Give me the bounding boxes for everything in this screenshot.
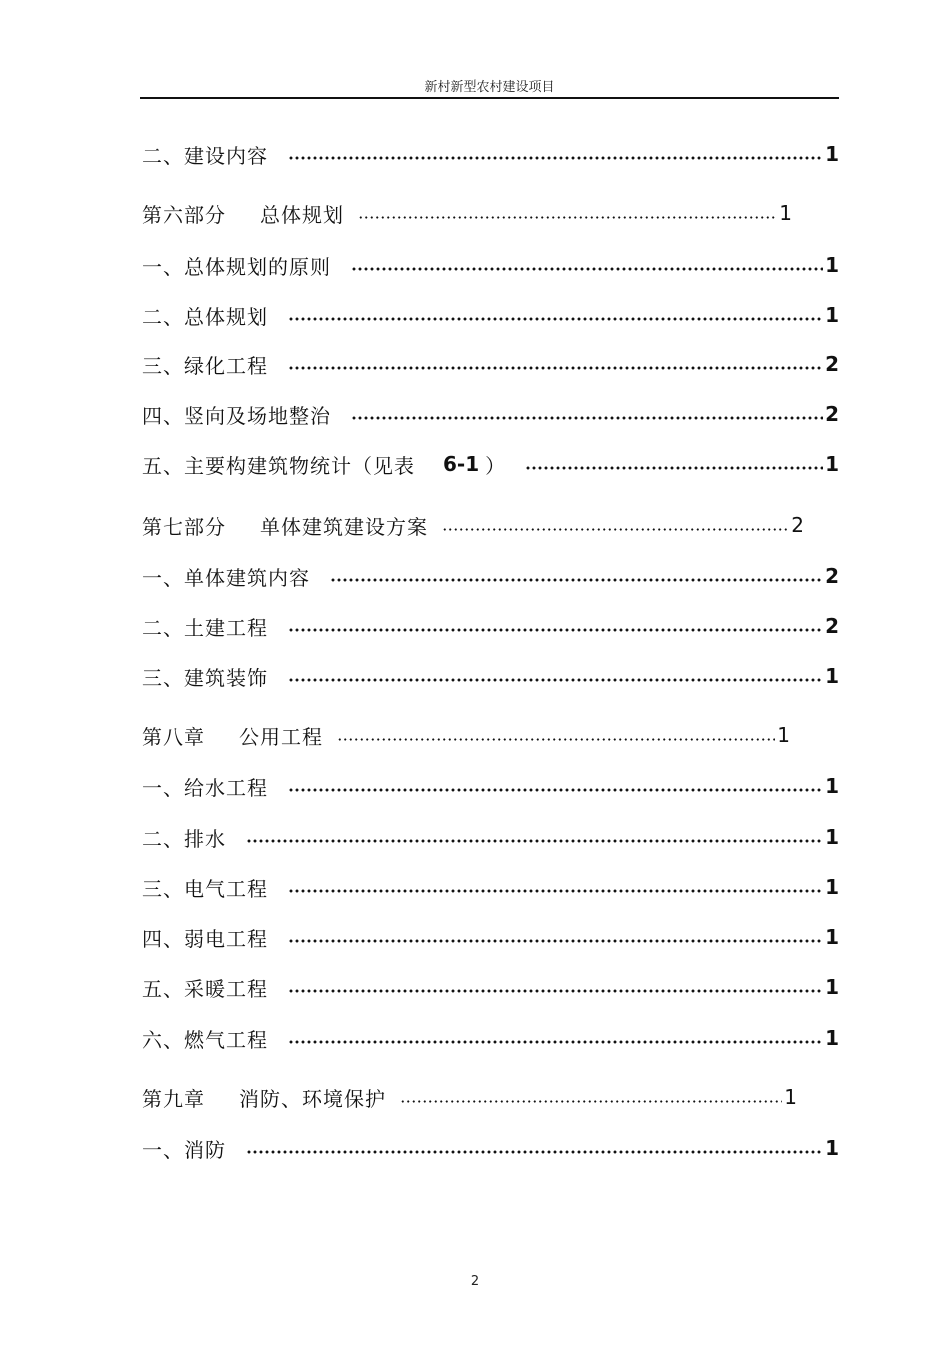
toc-page-number: 2 — [825, 402, 839, 426]
toc-entry-label: 三、建筑装饰 — [142, 665, 268, 690]
dot-leader — [288, 1040, 823, 1044]
toc-page-number: 1 — [779, 201, 792, 225]
toc-page-number: 1 — [825, 253, 839, 277]
toc-entry-label: 一、总体规划的原则 — [142, 254, 331, 279]
dot-leader — [246, 839, 823, 843]
dot-leader — [288, 989, 823, 993]
toc-close-paren: ） — [485, 453, 506, 478]
toc-page-number: 2 — [825, 614, 839, 638]
toc-chapter-entry[interactable] — [142, 720, 790, 750]
toc-table-ref: 6-1 — [443, 452, 480, 476]
dot-leader — [442, 528, 789, 531]
dot-leader — [358, 216, 777, 219]
toc-entry-label: 六、燃气工程 — [142, 1027, 268, 1052]
toc-page-number: 1 — [825, 975, 839, 999]
toc-page-number: 1 — [784, 1085, 797, 1109]
toc-page-number: 1 — [825, 774, 839, 798]
toc-chapter-title: 公用工程 — [239, 724, 323, 749]
dot-leader — [337, 738, 775, 741]
toc-chapter-entry[interactable] — [142, 1082, 797, 1112]
dot-leader — [400, 1100, 782, 1103]
toc-section-entry[interactable] — [142, 1023, 839, 1053]
toc-entry-label: 第七部分 — [142, 514, 226, 539]
toc-chapter-title: 消防、环境保护 — [239, 1086, 386, 1111]
toc-section-entry[interactable] — [142, 922, 839, 952]
dot-leader — [525, 466, 823, 470]
dot-leader — [351, 416, 823, 420]
toc-chapter-title: 单体建筑建设方案 — [260, 514, 428, 539]
toc-entry-label: 一、单体建筑内容 — [142, 565, 310, 590]
toc-entry-label: 二、建设内容 — [142, 143, 268, 168]
dot-leader — [288, 678, 823, 682]
dot-leader — [288, 156, 823, 160]
toc-page-number: 1 — [777, 723, 790, 747]
toc-section-entry[interactable] — [142, 349, 839, 379]
running-header: 新村新型农村建设项目 — [424, 80, 555, 95]
toc-page-number: 1 — [825, 303, 839, 327]
toc-page-number: 1 — [825, 142, 839, 166]
toc-entry-label: 一、给水工程 — [142, 775, 268, 800]
dot-leader — [246, 1150, 823, 1154]
toc-entry-label: 二、排水 — [142, 826, 226, 851]
toc-page-number: 1 — [825, 1136, 839, 1160]
toc-entry-label: 一、消防 — [142, 1137, 226, 1162]
toc-page-number: 1 — [825, 825, 839, 849]
toc-chapter-title: 总体规划 — [260, 202, 344, 227]
dot-leader — [288, 788, 823, 792]
toc-entry-label: 二、土建工程 — [142, 615, 268, 640]
header-rule — [140, 97, 839, 99]
toc-page-number: 2 — [825, 564, 839, 588]
dot-leader — [288, 366, 823, 370]
toc-section-entry[interactable] — [142, 561, 839, 591]
toc-entry-label: 三、电气工程 — [142, 876, 268, 901]
toc-section-entry[interactable] — [142, 300, 839, 330]
toc-section-entry[interactable] — [142, 250, 839, 280]
toc-section-entry[interactable] — [142, 661, 839, 691]
dot-leader — [288, 889, 823, 893]
toc-entry-label: 第九章 — [142, 1086, 205, 1111]
toc-section-entry[interactable] — [142, 972, 839, 1002]
toc-chapter-entry[interactable] — [142, 510, 804, 540]
toc-entry-label: 第八章 — [142, 724, 205, 749]
toc-page-number: 2 — [825, 352, 839, 376]
toc-entry-label: 五、主要构建筑物统计（见表 — [142, 453, 415, 478]
toc-chapter-entry[interactable] — [142, 198, 792, 228]
toc-entry-label: 第六部分 — [142, 202, 226, 227]
toc-page-number: 1 — [825, 452, 839, 476]
toc-section-entry[interactable] — [142, 611, 839, 641]
toc-section-entry[interactable] — [142, 822, 839, 852]
toc-page-number: 1 — [825, 664, 839, 688]
toc-entry-label: 二、总体规划 — [142, 304, 268, 329]
toc-entry-label: 五、采暖工程 — [142, 976, 268, 1001]
toc-page-number: 1 — [825, 875, 839, 899]
page-number: 2 — [470, 1274, 480, 1289]
dot-leader — [288, 628, 823, 632]
toc-entry-label: 四、竖向及场地整治 — [142, 403, 331, 428]
toc-entry-label: 四、弱电工程 — [142, 926, 268, 951]
toc-section-entry[interactable] — [142, 1133, 839, 1163]
toc-section-entry[interactable] — [142, 872, 839, 902]
dot-leader — [351, 267, 823, 271]
dot-leader — [288, 317, 823, 321]
toc-section-entry[interactable] — [142, 399, 839, 429]
toc-entry-label: 三、绿化工程 — [142, 353, 268, 378]
toc-page-number: 1 — [825, 925, 839, 949]
toc-section-entry[interactable] — [142, 771, 839, 801]
toc-section-entry[interactable] — [142, 139, 839, 169]
toc-page-number: 1 — [825, 1026, 839, 1050]
toc-section-entry[interactable] — [142, 449, 839, 479]
dot-leader — [288, 939, 823, 943]
toc-page-number: 2 — [791, 513, 804, 537]
dot-leader — [330, 578, 823, 582]
